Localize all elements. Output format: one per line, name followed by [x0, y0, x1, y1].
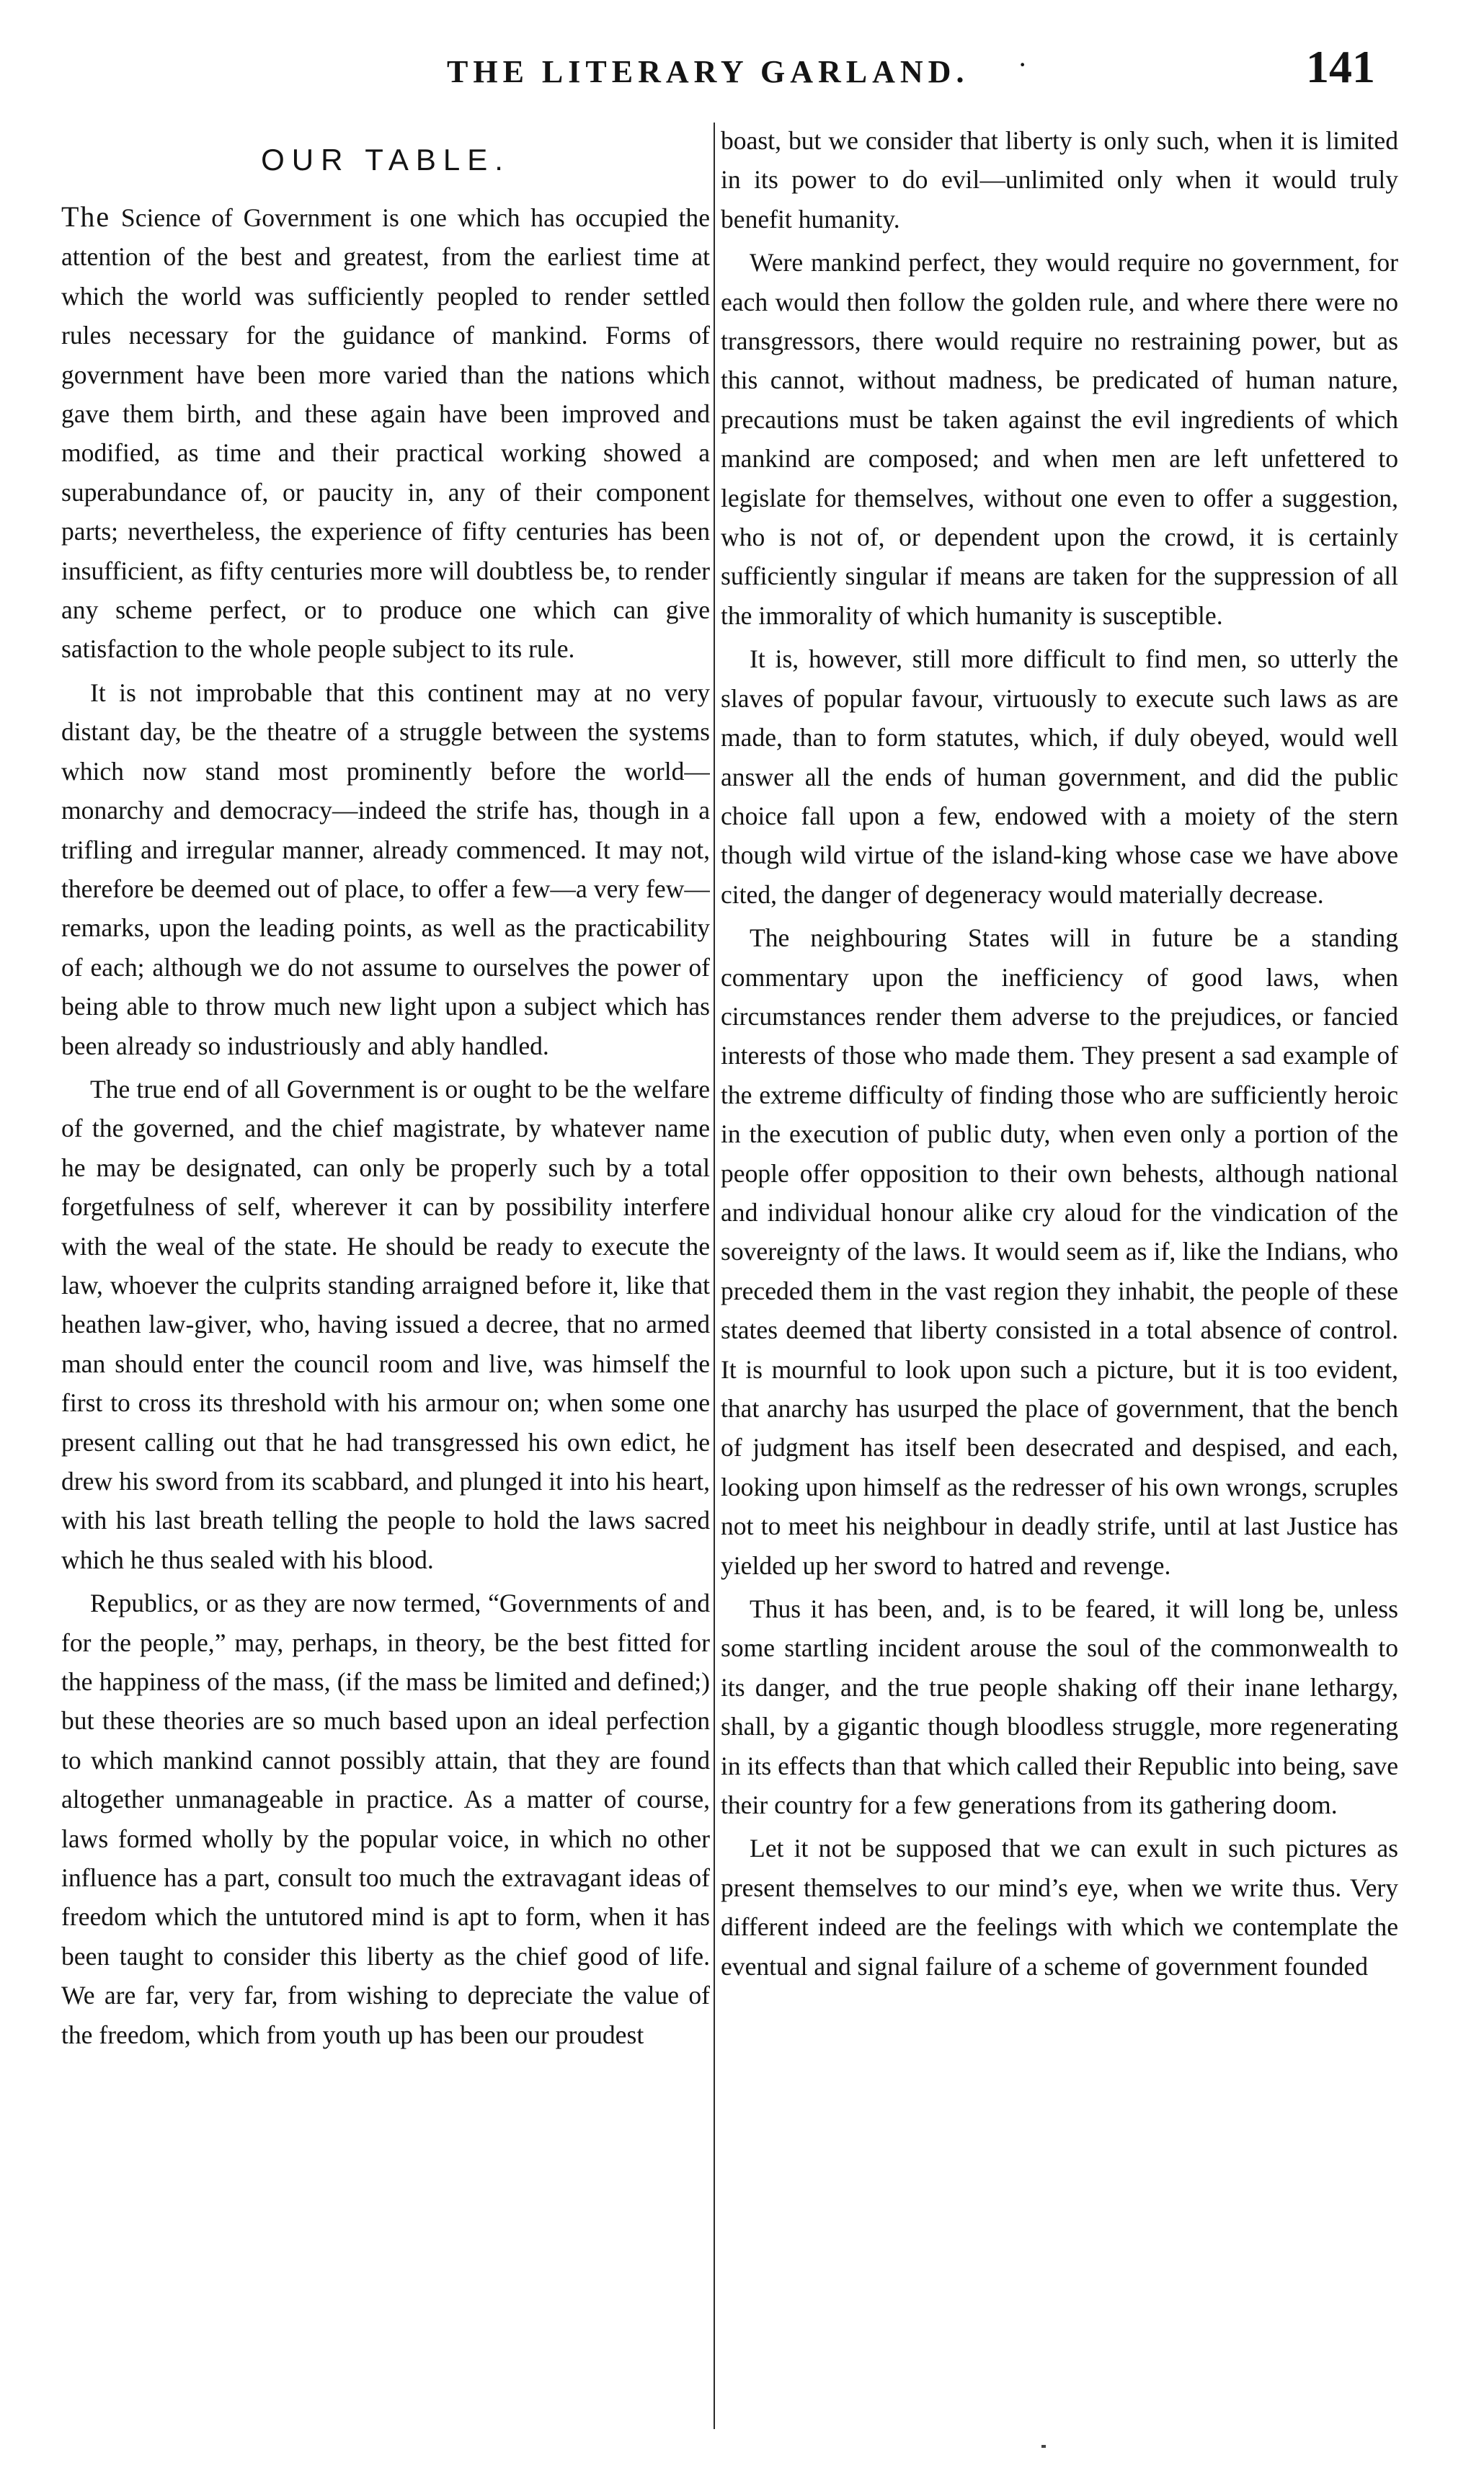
paragraph: Were mankind perfect, they would require no government, for each would then follow the golden rule, and where there were no transgressors, there would require no restraining power, but as this cannot, without madness, be predicated of human nature, precautions must be taken against the evil ingredients of which mankind are composed; and when men are left unfettered to legislate for themselves, without one even to offer a suggestion, who is not of, or dependent upon the crowd, it is certainly sufficiently singular if means are taken for the suppression of all the immorality of which humanity is susceptible. — [721, 248, 1398, 630]
paragraph — [61, 197, 710, 669]
page-number: 141 — [1306, 41, 1375, 92]
footer-mark — [1041, 2445, 1046, 2448]
paragraph: boast, but we consider that liberty is only such, when it is limited in its power to do evil—unlimited only when it would truly benefit humanity. — [721, 126, 1398, 234]
paragraph: It is, however, still more difficult to find men, so utterly the slaves of popular favour, virtuously to execute such laws as are made, than to form statutes, which, if duly obeyed, would well answer all the ends of human government, and did the public choice fall upon a few, endowed with a moiety of the stern though wild virtue of the island-king whose case we have above cited, the danger of degeneracy would materially decrease. — [721, 644, 1398, 909]
paragraph-text: Science of Government is one which has occupied the attention of the best and greatest, from the earliest time at which the world was sufficiently peopled to render settled rules necessary for the guidance of mankind. Forms of government have been more varied than the nations which gave them birth, and these again have been improved and modified, as time and their practical working showed a superabundance of, or paucity in, any of their component parts; nevertheless, the experience of fifty centuries has been insufficient, as fifty centuries more will doubtless be, to render any scheme perfect, or to produce one which can give satisfaction to the whole people subject to its rule. — [61, 203, 710, 664]
column-divider — [714, 123, 715, 2429]
drop-word: The — [61, 200, 111, 233]
left-column — [61, 121, 710, 2428]
paragraph: It is not improbable that this continent may at no very distant day, be the theatre of a struggle between the systems which now stand most prominently before the world—monarchy and democracy—indeed the strife has, though in a trifling and irregular manner, already commenced. It may not, therefore be deemed out of place, to offer a few—a very few—remarks, upon the leading points, as well as the practicability of each; although we do not assume to ourselves the power of being able to throw much new light upon a subject which has been already so industriously and ably handled. — [61, 678, 710, 1060]
right-column — [721, 121, 1398, 2428]
journal-title: THE LITERARY GARLAND. — [447, 54, 969, 89]
paragraph: Let it not be supposed that we can exult in such pictures as present themselves to our mind’s eye, when we write thus. Very different indeed are the feelings with which we contemplate the eventual and signal failure of a scheme of government founded — [721, 1834, 1398, 1981]
paragraph: The neighbouring States will in future be a standing commentary upon the inefficiency of good laws, when circumstances render them adverse to the prejudices, or fancied interests of those who made them. They present a sad example of the extreme difficulty of finding those who are sufficiently heroic in the execution of public duty, when even only a portion of the people offer opposition to their own behests, although national and individual honour alike cry aloud for the vindication of the sovereignty of the laws. It would seem as if, like the Indians, who preceded them in the vast region they inhabit, the people of these states deemed that liberty consisted in a total absence of control. It is mournful to look upon such a picture, but it is too evident, that anarchy has usurped the place of government, that the bench of judgment has itself been desecrated and despised, and each, looking upon himself as the redresser of his own wrongs, scruples not to meet his neighbour in deadly strife, until at last Justice has yielded up her sword to hatred and revenge. — [721, 923, 1398, 1580]
paragraph: Thus it has been, and, is to be feared, it will long be, unless some startling incident arouse the soul of the commonwealth to its danger, and the true people shaking off their inane lethargy, shall, by a gigantic though bloodless struggle, more regenerating in its effects than that which called their Republic into being, save their country for a few generations from its gathering doom. — [721, 1594, 1398, 1820]
running-head — [0, 40, 1484, 105]
paragraph: The true end of all Government is or ought to be the welfare of the governed, and the chief magistrate, by whatever name he may be designated, can only be properly such by a total forgetfulness of self, wherever it can by possibility interfere with the weal of the state. He should be ready to execute the law, whoever the culprits standing arraigned before it, like that heathen law-giver, who, having issued a decree, that no armed man should enter the council room and live, was himself the first to cross its threshold with his armour on; when some one present calling out that he had transgressed his own edict, he drew his sword from its scabbard, and plunged it into his heart, with his last breath telling the people to hold the laws sacred which he thus sealed with his blood. — [61, 1074, 710, 1574]
paragraph: Republics, or as they are now termed, “Governments of and for the people,” may, perhaps, in theory, be the best fitted for the happiness of the mass, (if the mass be limited and defined;) but these theories are so much based upon an ideal perfection to which mankind cannot possibly attain, that they are found altogether unmanageable in practice. As a matter of course, laws formed wholly by the popular voice, in which no other influence has a part, consult too much the extravagant ideas of freedom which the untutored mind is apt to form, when it has been taught to consider this liberty as the chief good of life. We are far, very far, from wishing to depreciate the value of the freedom, which from youth up has been our proudest — [61, 1589, 710, 2049]
section-title: OUR TABLE. — [261, 143, 510, 177]
ornament-dot: · — [1018, 48, 1028, 81]
